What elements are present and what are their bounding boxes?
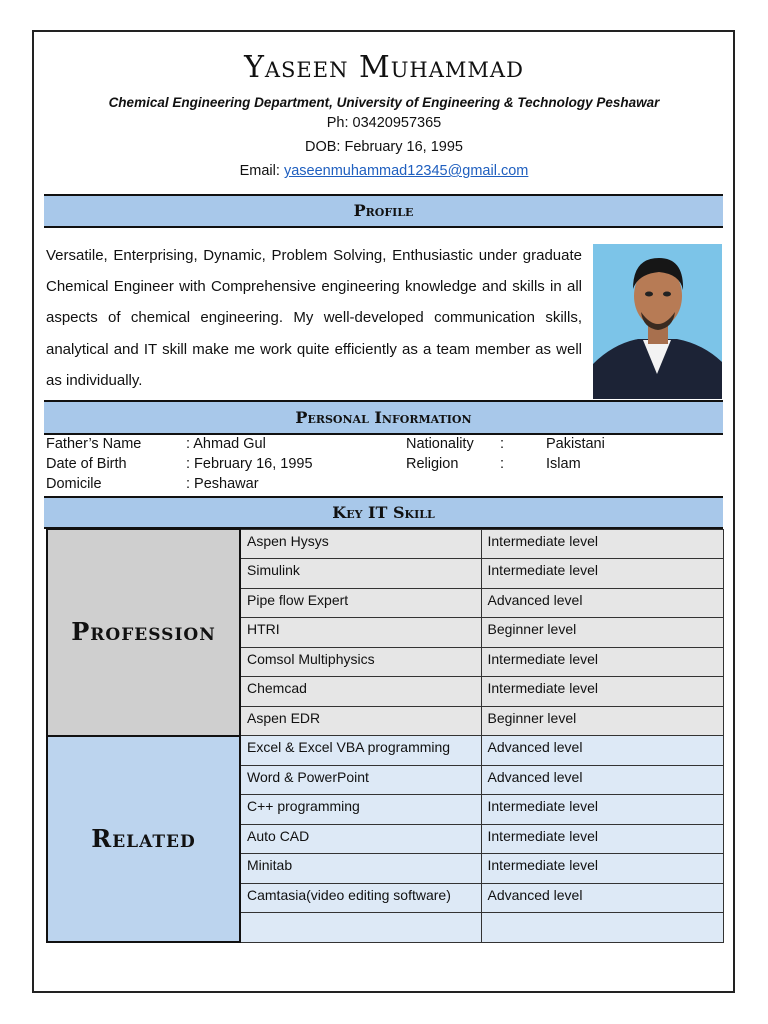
domicile-value: : Peshawar (186, 476, 259, 492)
skill-level: Advanced level (481, 765, 723, 795)
skill-level (481, 913, 723, 943)
skill-level: Advanced level (481, 736, 723, 766)
fathers-name-value: : Ahmad Gul (186, 436, 266, 452)
table-row (47, 529, 723, 559)
skill-name: Aspen EDR (240, 706, 481, 736)
profile-heading: Profile (44, 194, 723, 228)
skill-level: Intermediate level (481, 647, 723, 677)
profile-photo (593, 244, 722, 399)
skill-level: Intermediate level (481, 677, 723, 707)
phone-line: Ph: 03420957365 (326, 115, 442, 131)
skill-name (240, 913, 481, 943)
skill-name: Simulink (240, 559, 481, 589)
skill-level: Intermediate level (481, 854, 723, 884)
skill-name: Aspen Hysys (240, 529, 481, 559)
skill-name: Auto CAD (240, 824, 481, 854)
email-line (0, 163, 768, 179)
religion-label: Religion (406, 456, 459, 472)
religion-colon: : (500, 456, 505, 472)
skill-level: Intermediate level (481, 559, 723, 589)
fathers-name-label: Father’s Name (46, 436, 142, 452)
skills-table (46, 528, 724, 943)
email-link[interactable]: yaseenmuhammad12345@gmail.com (283, 163, 529, 179)
skill-level: Beginner level (481, 618, 723, 648)
profession-category: Profession (47, 529, 240, 736)
date-of-birth-label: Date of Birth (46, 456, 127, 472)
department-line: Chemical Engineering Department, University of Engineering & Technology Peshawar (108, 95, 660, 110)
skill-level: Intermediate level (481, 795, 723, 825)
skill-name: C++ programming (240, 795, 481, 825)
related-category: Related (47, 736, 240, 943)
domicile-label: Domicile (46, 476, 102, 492)
personal-info-heading: Personal Information (44, 400, 723, 435)
email-label: Email: (239, 163, 284, 179)
nationality-label: Nationality (406, 436, 474, 452)
portrait-image (593, 244, 722, 399)
skill-name: Minitab (240, 854, 481, 884)
skill-name: HTRI (240, 618, 481, 648)
skill-level: Intermediate level (481, 529, 723, 559)
skill-level: Advanced level (481, 883, 723, 913)
skill-level: Beginner level (481, 706, 723, 736)
table-row (47, 736, 723, 766)
skill-name: Comsol Multiphysics (240, 647, 481, 677)
dob-line: DOB: February 16, 1995 (305, 139, 463, 155)
skill-level: Advanced level (481, 588, 723, 618)
candidate-name: Yaseen Muhammad (244, 50, 524, 85)
skill-level: Intermediate level (481, 824, 723, 854)
skill-name: Word & PowerPoint (240, 765, 481, 795)
religion-value: Islam (546, 456, 581, 472)
key-it-skill-heading: Key IT Skill (44, 496, 723, 529)
nationality-colon: : (500, 436, 505, 452)
date-of-birth-value: : February 16, 1995 (186, 456, 313, 472)
skill-name: Excel & Excel VBA programming (240, 736, 481, 766)
skill-name: Pipe flow Expert (240, 588, 481, 618)
nationality-value: Pakistani (546, 436, 605, 452)
profile-text: Versatile, Enterprising, Dynamic, Problem Solving, Enthusiastic under graduate Chemical Engineer with Comprehensive engineering knowledge and skills in all aspects of chemical engineering. My well-developed communication skills, analytical and IT skill make me work quite efficiently as a team member as well as individually. (46, 247, 582, 389)
skill-name: Chemcad (240, 677, 481, 707)
skill-name: Camtasia(video editing software) (240, 883, 481, 913)
